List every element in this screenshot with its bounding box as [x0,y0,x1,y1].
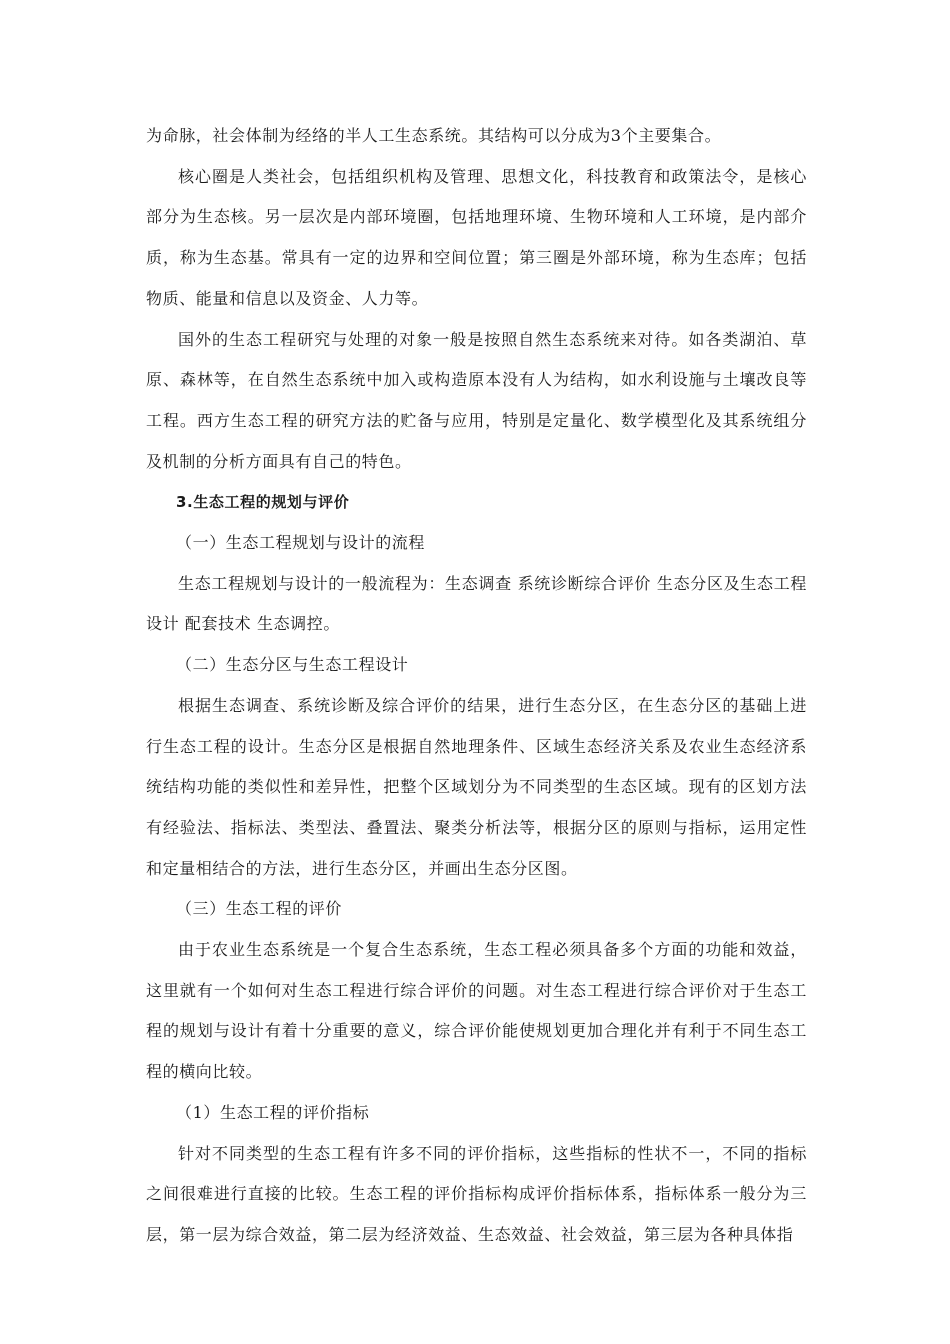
section-heading-planning-evaluation: 3.生态工程的规划与评价 [176,493,350,512]
paragraph-structure-intro: 为命脉，社会体制为经络的半人工生态系统。其结构可以分成为3个主要集合。 [146,126,722,145]
paragraph-evaluation: 由于农业生态系统是一个复合生态系统，生态工程必须具备多个方面的功能和效益，这里就有一个如何对生态工程进行综合评价的问题。对生态工程进行综合评价对于生态工程的规划与设计有着十分重要的意义，综合评价能使规划更加合理化并有利于不同生态工程的横向比较。 [146,940,807,1082]
subheading-zoning-design: （二）生态分区与生态工程设计 [176,655,409,675]
document-page [146,116,807,1256]
subheading-evaluation: （三）生态工程的评价 [176,899,343,919]
paragraph-foreign-research: 国外的生态工程研究与处理的对象一般是按照自然生态系统来对待。如各类湖泊、草原、森林等，在自然生态系统中加入或构造原本没有人为结构，如水利设施与土壤改良等工程。西方生态工程的研究方法的贮备与应用，特别是定量化、数学模型化及其系统组分及机制的分析方面具有自己的特色。 [146,329,807,471]
paragraph-planning-flow: 生态工程规划与设计的一般流程为：生态调查 系统诊断综合评价 生态分区及生态工程设计 配套技术 生态调控。 [146,573,807,634]
paragraph-core-circle: 核心圈是人类社会，包括组织机构及管理、思想文化，科技教育和政策法令，是核心部分为生态核。另一层次是内部环境圈，包括地理环境、生物环境和人工环境，是内部介质，称为生态基。常具有一定的边界和空间位置；第三圈是外部环境，称为生态库；包括物质、能量和信息以及资金、人力等。 [146,166,807,308]
paragraph-evaluation-indicators: 针对不同类型的生态工程有许多不同的评价指标，这些指标的性状不一，不同的指标之间很难进行直接的比较。生态工程的评价指标构成评价指标体系，指标体系一般分为三层，第一层为综合效益，第二层为经济效益、生态效益、社会效益，第三层为各种具体指 [146,1143,807,1244]
paragraph-zoning-design: 根据生态调查、系统诊断及综合评价的结果，进行生态分区，在生态分区的基础上进行生态工程的设计。生态分区是根据自然地理条件、区域生态经济关系及农业生态经济系统结构功能的类似性和差异性，把整个区域划分为不同类型的生态区域。现有的区划方法有经验法、指标法、类型法、叠置法、聚类分析法等，根据分区的原则与指标，运用定性和定量相结合的方法，进行生态分区，并画出生态分区图。 [146,695,807,878]
subheading-planning-flow: （一）生态工程规划与设计的流程 [176,533,426,553]
subheading-evaluation-indicators: （1）生态工程的评价指标 [176,1102,370,1122]
